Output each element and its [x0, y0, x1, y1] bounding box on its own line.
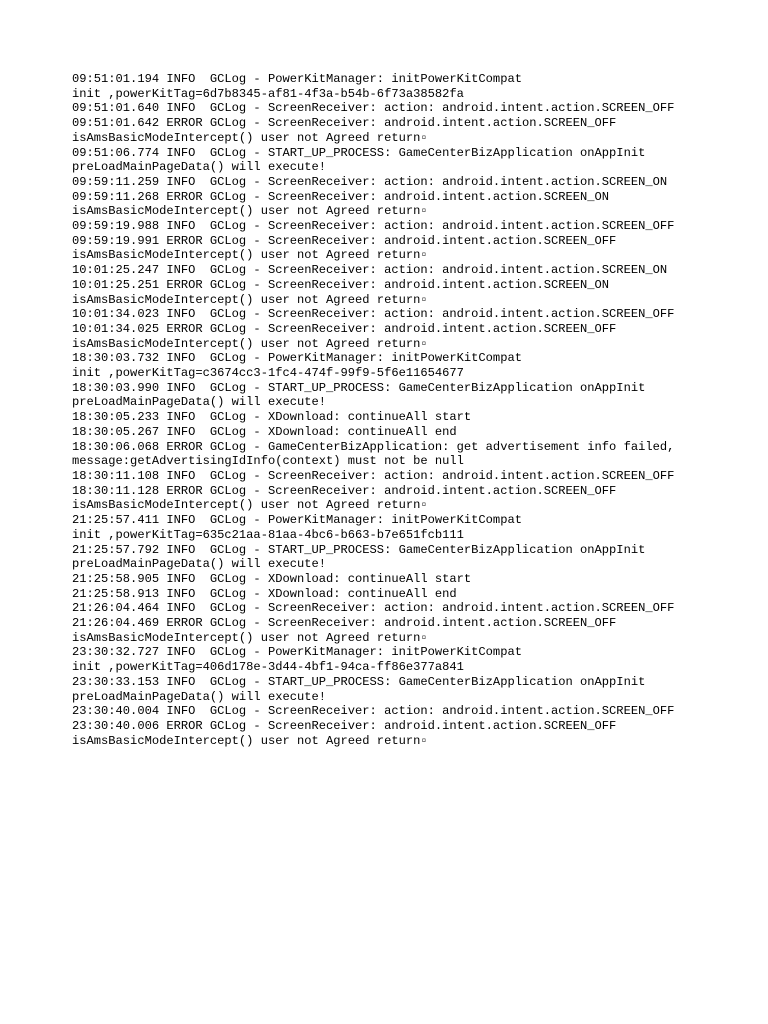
log-line: preLoadMainPageData() will execute! — [72, 395, 327, 410]
log-line: 18:30:11.128 ERROR GCLog - ScreenReceiver: android.intent.action.SCREEN_OFF — [72, 483, 617, 498]
log-line: init ,powerKitTag=c3674cc3-1fc4-474f-99f9-5f6e11654677 — [72, 366, 464, 381]
log-line: preLoadMainPageData() will execute! — [72, 557, 327, 572]
log-line: 10:01:34.023 INFO GCLog - ScreenReceiver: action: android.intent.action.SCREEN_OFF — [72, 307, 675, 322]
log-line: message:getAdvertisingIdInfo(context) must not be null — [72, 454, 464, 469]
log-line: init ,powerKitTag=6d7b8345-af81-4f3a-b54b-6f73a38582fa — [72, 86, 464, 101]
log-line: 23:30:40.006 ERROR GCLog - ScreenReceiver: android.intent.action.SCREEN_OFF — [72, 718, 617, 733]
log-line: 09:51:01.640 INFO GCLog - ScreenReceiver: action: android.intent.action.SCREEN_OFF — [72, 101, 675, 116]
log-line: 09:51:01.642 ERROR GCLog - ScreenReceiver: android.intent.action.SCREEN_OFF — [72, 116, 617, 131]
log-line: 23:30:33.153 INFO GCLog - START_UP_PROCESS: GameCenterBizApplication onAppInit — [72, 674, 646, 689]
log-line: isAmsBasicModeIntercept() user not Agreed return▫ — [72, 130, 428, 145]
log-line: 21:25:58.905 INFO GCLog - XDownload: continueAll start — [72, 571, 472, 586]
log-line: 23:30:32.727 INFO GCLog - PowerKitManager: initPowerKitCompat — [72, 645, 522, 660]
log-line: 18:30:05.233 INFO GCLog - XDownload: continueAll start — [72, 410, 472, 425]
log-line: 21:25:58.913 INFO GCLog - XDownload: continueAll end — [72, 586, 457, 601]
log-line: 10:01:25.251 ERROR GCLog - ScreenReceiver: android.intent.action.SCREEN_ON — [72, 277, 610, 292]
log-line: 18:30:03.990 INFO GCLog - START_UP_PROCESS: GameCenterBizApplication onAppInit — [72, 380, 646, 395]
log-line: 18:30:11.108 INFO GCLog - ScreenReceiver: action: android.intent.action.SCREEN_OFF — [72, 468, 675, 483]
log-line: isAmsBasicModeIntercept() user not Agreed return▫ — [72, 630, 428, 645]
log-line: 18:30:03.732 INFO GCLog - PowerKitManager: initPowerKitCompat — [72, 351, 522, 366]
log-line: 23:30:40.004 INFO GCLog - ScreenReceiver: action: android.intent.action.SCREEN_OFF — [72, 704, 675, 719]
log-line: isAmsBasicModeIntercept() user not Agreed return▫ — [72, 248, 428, 263]
log-line: 09:59:11.259 INFO GCLog - ScreenReceiver: action: android.intent.action.SCREEN_ON — [72, 174, 668, 189]
log-line: isAmsBasicModeIntercept() user not Agreed return▫ — [72, 336, 428, 351]
log-line: 09:51:06.774 INFO GCLog - START_UP_PROCESS: GameCenterBizApplication onAppInit — [72, 145, 646, 160]
log-line: preLoadMainPageData() will execute! — [72, 689, 327, 704]
log-line: 18:30:06.068 ERROR GCLog - GameCenterBizApplication: get advertisement info failed, — [72, 439, 675, 454]
log-line: 09:59:19.991 ERROR GCLog - ScreenReceiver: android.intent.action.SCREEN_OFF — [72, 233, 617, 248]
log-line: isAmsBasicModeIntercept() user not Agreed return▫ — [72, 292, 428, 307]
log-line: init ,powerKitTag=635c21aa-81aa-4bc6-b663-b7e651fcb111 — [72, 527, 464, 542]
log-line: 21:26:04.464 INFO GCLog - ScreenReceiver: action: android.intent.action.SCREEN_OFF — [72, 601, 675, 616]
log-line: 21:25:57.792 INFO GCLog - START_UP_PROCESS: GameCenterBizApplication onAppInit — [72, 542, 646, 557]
log-line: init ,powerKitTag=406d178e-3d44-4bf1-94ca-ff86e377a841 — [72, 660, 464, 675]
log-line: preLoadMainPageData() will execute! — [72, 160, 327, 175]
log-line: 09:59:11.268 ERROR GCLog - ScreenReceiver: android.intent.action.SCREEN_ON — [72, 189, 610, 204]
log-line: 09:59:19.988 INFO GCLog - ScreenReceiver: action: android.intent.action.SCREEN_OFF — [72, 219, 675, 234]
log-line: isAmsBasicModeIntercept() user not Agreed return▫ — [72, 498, 428, 513]
log-line: 10:01:25.247 INFO GCLog - ScreenReceiver: action: android.intent.action.SCREEN_ON — [72, 263, 668, 278]
log-line: isAmsBasicModeIntercept() user not Agreed return▫ — [72, 733, 428, 748]
log-line: 18:30:05.267 INFO GCLog - XDownload: continueAll end — [72, 424, 457, 439]
log-text-body — [72, 72, 712, 748]
log-line: 09:51:01.194 INFO GCLog - PowerKitManager: initPowerKitCompat — [72, 72, 522, 86]
log-line: 21:26:04.469 ERROR GCLog - ScreenReceiver: android.intent.action.SCREEN_OFF — [72, 616, 617, 631]
log-line: isAmsBasicModeIntercept() user not Agreed return▫ — [72, 204, 428, 219]
log-line: 10:01:34.025 ERROR GCLog - ScreenReceiver: android.intent.action.SCREEN_OFF — [72, 321, 617, 336]
log-document — [72, 72, 712, 748]
log-line: 21:25:57.411 INFO GCLog - PowerKitManager: initPowerKitCompat — [72, 513, 522, 528]
